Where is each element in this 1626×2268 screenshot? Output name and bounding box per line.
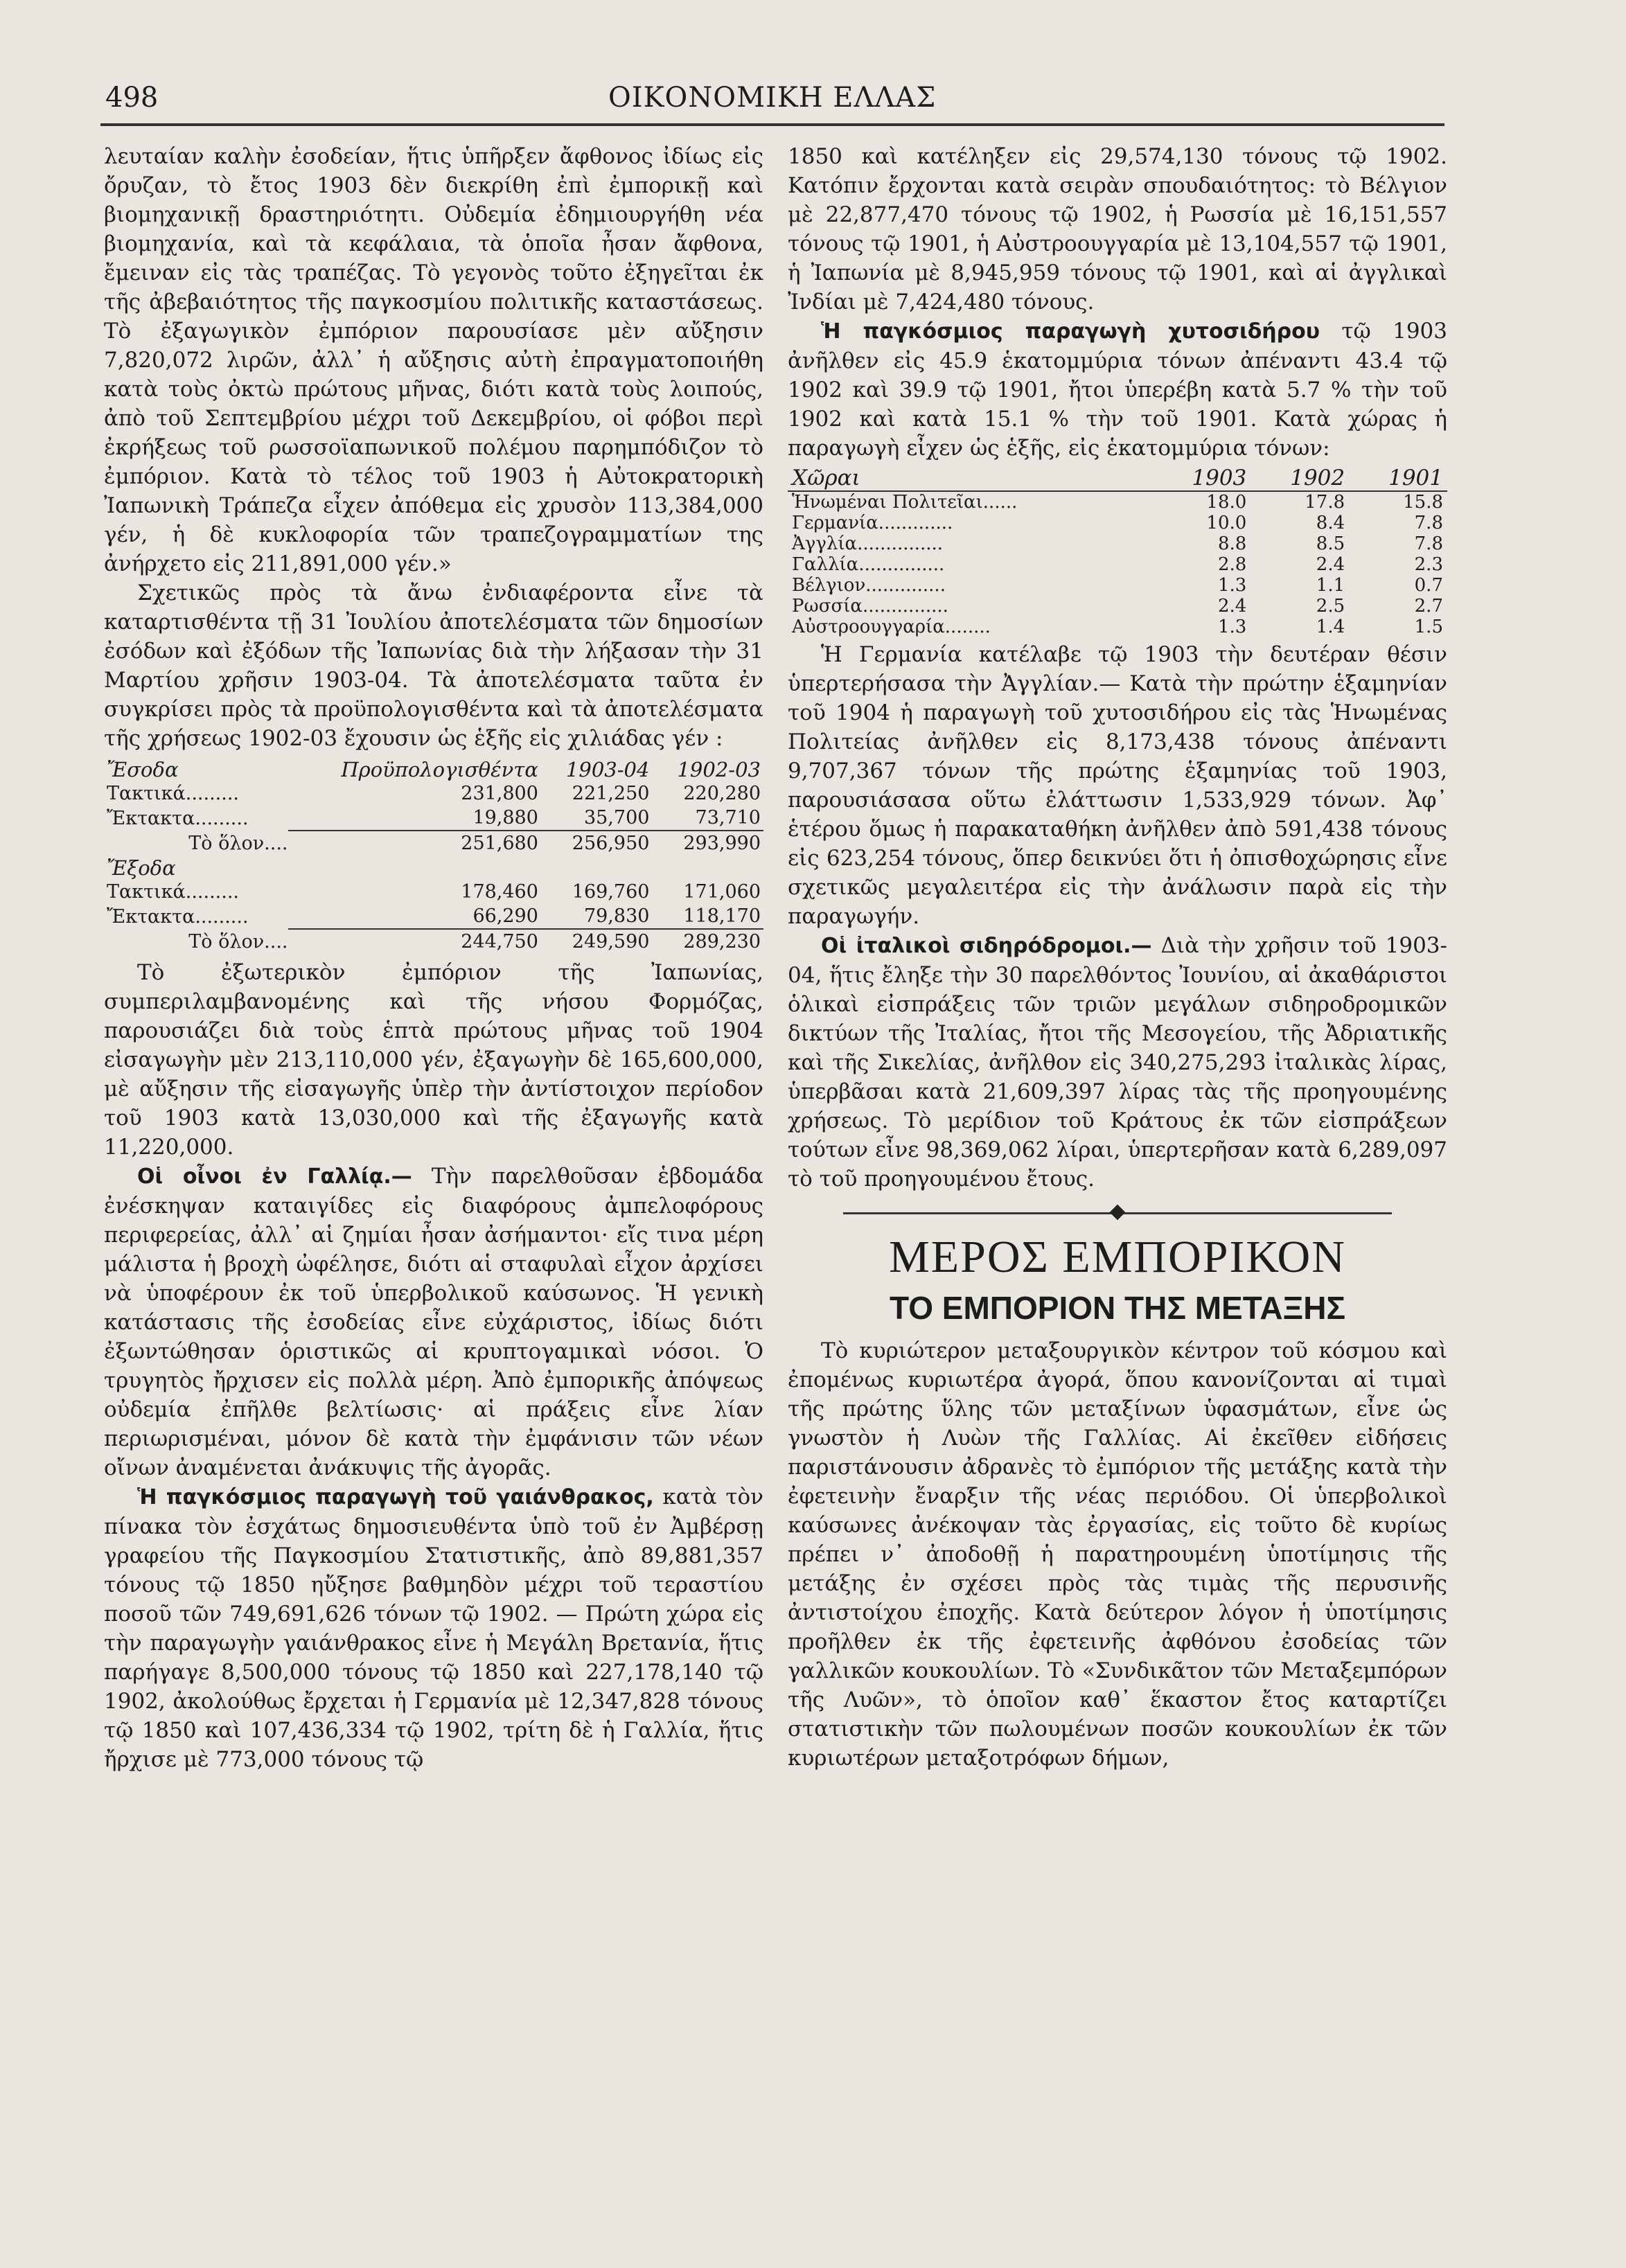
paragraph-coal-continued: 1850 καὶ κατέληξεν εἰς 29,574,130 τόνους τῷ 1902. Κατόπιν ἔρχονται κατὰ σειρὰν σπουδαιότητος: τὸ Βέλγιον μὲ 22,877,470 τόνους τῷ 1902, ἡ Ρωσσία μὲ 16,151,557 τόνους τῷ 1901, ἡ Αὐστροουγγαρία μὲ 13,104,557 τῷ 1901, ἡ Ἰαπωνία μὲ 8,945,959 τόνους τῷ 1901, καὶ αἱ ἀγγλικαὶ Ἰνδίαι μὲ 7,424,480 τόνους.: [788, 144, 1447, 314]
table-cell: 2.5: [1316, 596, 1345, 617]
table-cell: 8.5: [1316, 533, 1345, 554]
paragraph-japan-budget: Σχετικῶς πρὸς τὰ ἄνω ἐνδιαφέροντα εἶνε τὰ καταρτισθέντα τῇ 31 Ἰουλίου ἀποτελέσματα τῶν δημοσίων ἐσόδων καὶ ἐξόδων τῆς Ἰαπωνίας διὰ τὴν λήξασαν τὴν 31 Μαρτίου χρῆσιν 1903-04. Τὰ ἀποτελέσματα ταῦτα ἐν συγκρίσει πρὸς τὰ προϋπολογισθέντα καὶ τὰ ἀποτελέσματα τῆς χρήσεως 1902-03 ἔχουσιν ὡς ἑξῆς εἰς χιλιάδας γέν :: [104, 581, 763, 751]
pig-iron-table: [788, 466, 1447, 637]
paragraph-heading: Οἱ οἶνοι ἐν Γαλλίᾳ.—: [137, 1164, 412, 1189]
paragraph-body: κατὰ τὸν πίνακα τὸν ἐσχάτως δημοσιευθέντα ὑπὸ τοῦ ἐν Ἀμβέρσῃ γραφείου τῆς Παγκοσμίου Στατιστικῆς, ἀπὸ 89,881,357 τόνους τῷ 1850 ηὔξησε βαθμηδὸν μέχρι τοῦ τεραστίου ποσοῦ τῶν 749,691,626 τόνων τῷ 1902. — Πρώτη χώρα εἰς τὴν παραγωγὴν γαιάνθρακος εἶνε ἡ Μεγάλη Βρετανία, ἥτις παρήγαγε 8,500,000 τόνους τῷ 1850 καὶ 227,178,140 τῷ 1902, ἀκολούθως ἔρχεται ἡ Γερμανία μὲ 12,347,828 τόνους τῷ 1850 καὶ 107,436,334 τῷ 1902, τρίτη δὲ ἡ Γαλλία, ἥτις ἤρχισε μὲ 773,000 τόνους τῷ: [104, 1485, 763, 1772]
row-label: Γερμανία.............: [792, 513, 953, 533]
table-cell: 0.7: [1414, 575, 1443, 596]
paragraph-japan-trade: Τὸ ἐξωτερικὸν ἐμπόριον τῆς Ἰαπωνίας, συμπεριλαμβανομένης καὶ τῆς νήσου Φορμόζας, παρουσιάζει διὰ τοὺς ἑπτὰ πρώτους μῆνας τοῦ 1904 εἰσαγωγὴν μὲν 213,110,000 γέν, ἐξαγωγὴν δὲ 165,600,000, μὲ αὔξησιν τῆς εἰσαγωγῆς ὑπὲρ τὴν ἀντίστοιχον περίοδον τοῦ 1903 κατὰ 13,030,000 καὶ τῆς ἐξαγωγῆς κατὰ 11,220,000.: [104, 960, 763, 1160]
table-cell: 8.4: [1316, 513, 1345, 533]
paragraph-italian-railways: [788, 931, 1447, 1194]
paragraph-heading: Ἡ παγκόσμιος παραγωγὴ χυτοσιδήρου: [821, 319, 1320, 344]
table-cell: 79,830: [583, 905, 650, 927]
row-label: Ἡνωμέναι Πολιτεῖαι......: [792, 492, 1018, 513]
paragraph-pig-iron: [788, 317, 1447, 463]
table-cell: 35,700: [583, 807, 650, 829]
table-cell: 169,760: [572, 881, 650, 903]
table-cell: 289,230: [652, 929, 763, 954]
paragraph-body: Διὰ τὴν χρῆσιν τοῦ 1903-04, ἥτις ἔληξε τὴν 30 παρελθόντος Ἰουνίου, αἱ ἀκαθάριστοι ὁλικαὶ εἰσπράξεις τῶν τριῶν μεγάλων σιδηροδρομικῶν δικτύων τῆς Ἰταλίας, ἤτοι τῆς Μεσογείου, τῆς Ἀδριατικῆς καὶ τῆς Σικελίας, ἀνῆλθον εἰς 340,275,293 ἰταλικὰς λίρας, ὑπερβᾶσαι κατὰ 21,609,397 λίρας τὰς τῆς προηγουμένης χρήσεως. Τὸ μερίδιον τοῦ Κράτους ἐκ τῶν εἰσπράξεων τούτων εἶνε 98,369,062 λίραι, ὑπερτερῆσαν κατὰ 6,289,097 τὸ τοῦ προηγουμένου ἔτους.: [788, 933, 1447, 1191]
table-header: 1902-03: [677, 757, 761, 781]
table-total-row: [104, 831, 763, 856]
section-divider: [788, 1199, 1447, 1227]
table-total-row: [104, 929, 763, 954]
table-header: Ἔσοδα: [107, 757, 179, 781]
table-row: [788, 533, 1447, 554]
table-cell: 1.3: [1217, 617, 1247, 637]
table-cell: 221,250: [572, 783, 650, 804]
table-header: 1903: [1152, 466, 1251, 491]
table-cell: 2.7: [1414, 596, 1443, 617]
table-header-row: [788, 466, 1447, 491]
paragraph-body: τῷ 1903 ἀνῆλθεν εἰς 45.9 ἑκατομμύρια τόνων ἀπέναντι 43.4 τῷ 1902 καὶ 39.9 τῷ 1901, ἤτοι ὑπερέβη κατὰ 5.7 % τὴν τοῦ 1902 καὶ κατὰ 15.1 % τὴν τοῦ 1901. Κατὰ χώρας ἡ παραγωγὴ εἶχεν ὡς ἑξῆς, εἰς ἑκατομμύρια τόνων:: [788, 319, 1447, 461]
paragraph-french-wines: [104, 1162, 763, 1482]
paragraph-japan-economy: λευταίαν καλὴν ἐσοδείαν, ἥτις ὑπῆρξεν ἄφθονος ἰδίως εἰς ὄρυζαν, τὸ ἔτος 1903 δὲν διεκρίθη ἐπὶ ἐμπορικῇ καὶ βιομηχανικῇ δραστηριότητι. Οὐδεμία ἐδημιουργήθη νέα βιομηχανία, καὶ τὰ κεφάλαια, τὰ ὁποῖα ἦσαν ἄφθονα, ἔμειναν εἰς τὰς τραπέζας. Τὸ γεγονὸς τοῦτο ἐξηγεῖται ἐκ τῆς ἀβεβαιότητος τῆς παγκοσμίου πολιτικῆς καταστάσεως. Τὸ ἐξαγωγικὸν ἐμπόριον παρουσίασε μὲν αὔξησιν 7,820,072 λιρῶν, ἀλλ᾽ ἡ αὔξησις αὐτὴ ἐπραγματοποιήθη κατὰ τοὺς ὀκτὼ πρώτους μῆνας, διότι κατὰ τοὺς λοιπούς, ἀπὸ τοῦ Σεπτεμβρίου μέχρι τοῦ Δεκεμβρίου, οἱ φόβοι περὶ ἐκρήξεως τοῦ ρωσσοϊαπωνικοῦ πολέμου παρημπόδιζον τὸ ἐμπόριον. Κατὰ τὸ τέλος τοῦ 1903 ἡ Αὐτοκρατορικὴ Ἰαπωνικὴ Τράπεζα εἶχεν ἀπόθεμα εἰς χρυσὸν 113,384,000 γέν, ἡ δὲ κυκλοφορία τῶν τραπεζογραμματίων της ἀνήρχετο εἰς 211,891,000 γέν.»: [104, 144, 763, 576]
paragraph-heading: Ἡ παγκόσμιος παραγωγὴ τοῦ γαιάνθρακος,: [137, 1485, 654, 1509]
paragraph-silk-trade: Τὸ κυριώτερον μεταξουργικὸν κέντρον τοῦ κόσμου καὶ ἐπομένως κυριωτέρα ἀγορά, ὅπου κανονίζονται αἱ τιμαὶ τῆς πρώτης ὕλης τῶν μεταξίνων ὑφασμάτων, εἶνε ὡς γνωστὸν ἡ Λυὼν τῆς Γαλλίας. Αἱ ἐκεῖθεν εἰδήσεις παριστάνουσιν ἀδρανὲς τὸ ἐμπόριον τῆς μετάξης κατὰ τὴν ἐφετεινὴν ἔναρξιν τῆς νέας περιόδου. Οἱ ὑπερβολικοὶ καύσωνες ἀνέκοψαν τὰς ἐργασίας, εἰς τοῦτο δὲ κυρίως πρέπει ν᾽ ἀποδοθῇ ἡ παρατηρουμένη ὑποτίμησις τῆς μετάξης ἐν σχέσει πρὸς τὰς τιμὰς τῆς περυσινῆς ἀντιστοίχου ἐποχῆς. Κατὰ δεύτερον λόγον ἡ ὑποτίμησις προῆλθεν ἐκ τῆς ἐφετεινῆς ἀφθόνου ἐσοδείας τῶν γαλλικῶν κουκουλίων. Τὸ «Συνδικᾶτον τῶν Μεταξεμπόρων τῆς Λυῶν», τὸ ὁποῖον καθ᾽ ἕκαστον ἔτος καταρτίζει στατιστικὴν τῶν πωλουμένων ποσῶν κουκουλίων ἐκ τῶν κυριωτέρων μεταξοτρόφων δήμων,: [788, 1338, 1447, 1771]
row-label: Γαλλία...............: [792, 554, 945, 575]
section-heading: ΜΕΡΟΣ ΕΜΠΟΡΙΚΟΝ: [889, 1232, 1346, 1282]
table-cell: 17.8: [1305, 492, 1345, 513]
table-header: 1903-04: [565, 757, 650, 781]
row-label: Ρωσσία...............: [792, 596, 948, 617]
row-label: Αὐστροουγγαρία........: [792, 617, 991, 637]
diamond-ornament-icon: [1110, 1205, 1126, 1221]
table-subheader: Ἔξοδα: [107, 856, 176, 880]
left-column: [104, 142, 763, 1774]
table-cell: 2.3: [1414, 554, 1443, 575]
table-row: [788, 513, 1447, 533]
table-subheader-row: [104, 856, 763, 880]
table-cell: 2.4: [1316, 554, 1345, 575]
paragraph-coal-production: [104, 1482, 763, 1774]
table-cell: 8.8: [1217, 533, 1247, 554]
table-header: 1902: [1251, 466, 1349, 491]
table-cell: 7.8: [1414, 533, 1443, 554]
table-row: [104, 904, 763, 929]
page-number: 498: [105, 82, 159, 114]
table-cell: 2.8: [1217, 554, 1247, 575]
page-header: [105, 82, 1442, 123]
table-row: [104, 781, 763, 806]
row-label: Βέλγιον..............: [792, 575, 946, 596]
table-row: [788, 596, 1447, 617]
table-cell: 1.5: [1414, 617, 1443, 637]
japan-budget-table: [104, 757, 763, 954]
paragraph-body: Τὴν παρελθοῦσαν ἑβδομάδα ἐνέσκηψαν καταιγίδες εἰς διαφόρους ἀμπελοφόρους περιφερείας, ἀλλ᾽ αἱ ζημίαι ἦσαν ἀσήμαντοι· εἴς τινα μέρη μάλιστα ἡ βροχὴ ὠφέλησε, διότι αἱ σταφυλαὶ εἶχον ἀρχίσει νὰ ὑποφέρουν ἐκ τοῦ ὑπερβολικοῦ καύσωνος. Ἡ γενικὴ κατάστασις τῆς ἐσοδείας εἶνε εὐχάριστος, ἰδίως διότι ἐξωντώθησαν ὁριστικῶς αἱ κρυπτογαμικαὶ νόσοι. Ὁ τρυγητὸς ἤρχισεν εἰς πολλὰ μέρη. Ἀπὸ ἐμπορικῆς ἀπόψεως οὐδεμία ἐπῆλθε βελτίωσις· αἱ πράξεις εἶνε λίαν περιωρισμέναι, μόνον δὲ κατὰ τὴν ἐμφάνισιν τῶν νέων οἴνων ἀναμένεται ἀνάκυψις τῆς ἀγορᾶς.: [104, 1164, 763, 1480]
table-header: 1901: [1349, 466, 1447, 491]
row-label: Τὸ ὅλον....: [188, 930, 288, 953]
table-row: [788, 491, 1447, 513]
table-cell: 293,990: [652, 831, 763, 856]
table-cell: 1.1: [1316, 575, 1345, 596]
table-cell: 1.4: [1316, 617, 1345, 637]
table-header-row: [104, 757, 763, 781]
table-cell: 178,460: [461, 881, 538, 903]
table-cell: 15.8: [1403, 492, 1443, 513]
table-row: [104, 806, 763, 831]
row-label: Ἀγγλία...............: [792, 533, 944, 554]
running-title: ΟΙΚΟΝΟΜΙΚΗ ΕΛΛΑΣ: [608, 82, 937, 114]
table-cell: 18.0: [1206, 492, 1247, 513]
table-header: Προϋπολογισθέντα: [341, 757, 538, 781]
paragraph-germany-iron: Ἡ Γερμανία κατέλαβε τῷ 1903 τὴν δευτέραν θέσιν ὑπερτερήσασα τὴν Ἀγγλίαν.— Κατὰ τὴν πρώτην ἑξαμηνίαν τοῦ 1904 ἡ παραγωγὴ τοῦ χυτοσιδήρου εἰς τὰς Ἡνωμένας Πολιτείας ἀνῆλθεν εἰς 8,173,438 τόνους ἀπέναντι 9,707,367 τόνων τῆς πρώτης ἑξαμηνίας τοῦ 1903, παρουσιάσασα οὕτω ἐλάττωσιν 1,533,929 τόνων. Ἀφ᾽ ἑτέρου ὅμως ἡ παρακαταθήκη ἀνῆλθεν ἀπὸ 591,438 τόνους εἰς 623,254 τόνους, ὅπερ δεικνύει ὅτι ἡ ὀπισθοχώρησις εἶνε σχετικῶς μεγαλειτέρα εἰς τὴν ἀνάλωσιν παρὰ εἰς τὴν παραγωγήν.: [788, 642, 1447, 929]
paragraph-heading: Οἱ ἰταλικοὶ σιδηρόδρομοι.—: [821, 934, 1152, 958]
table-cell: 256,950: [541, 831, 653, 856]
row-label: Τακτικά.........: [107, 881, 239, 903]
table-cell: 7.8: [1414, 513, 1443, 533]
table-row: [788, 554, 1447, 575]
table-cell: 220,280: [683, 783, 761, 804]
table-cell: 171,060: [683, 881, 761, 903]
table-cell: 19,880: [472, 807, 538, 829]
table-cell: 73,710: [695, 807, 761, 829]
row-label: Τὸ ὅλον....: [188, 832, 288, 854]
table-cell: 2.4: [1217, 596, 1247, 617]
row-label: Τακτικά.........: [107, 783, 239, 804]
table-cell: 10.0: [1206, 513, 1247, 533]
table-cell: 249,590: [541, 929, 653, 954]
table-cell: 251,680: [288, 831, 541, 856]
table-row: [788, 617, 1447, 637]
table-header: Χῶραι: [788, 466, 1152, 491]
table-row: [788, 575, 1447, 596]
row-label: Ἔκτακτα.........: [107, 905, 249, 928]
right-column: [788, 142, 1447, 1773]
table-cell: 66,290: [472, 905, 538, 927]
table-cell: 1.3: [1217, 575, 1247, 596]
table-cell: 231,800: [461, 783, 538, 804]
table-row: [104, 880, 763, 904]
section-subheading: ΤΟ ΕΜΠΟΡΙΟΝ ΤΗΣ ΜΕΤΑΞΗΣ: [889, 1290, 1346, 1326]
table-cell: 244,750: [288, 929, 541, 954]
header-rule: [100, 123, 1444, 126]
row-label: Ἔκτακτα.........: [107, 807, 249, 829]
table-cell: 118,170: [683, 905, 761, 927]
